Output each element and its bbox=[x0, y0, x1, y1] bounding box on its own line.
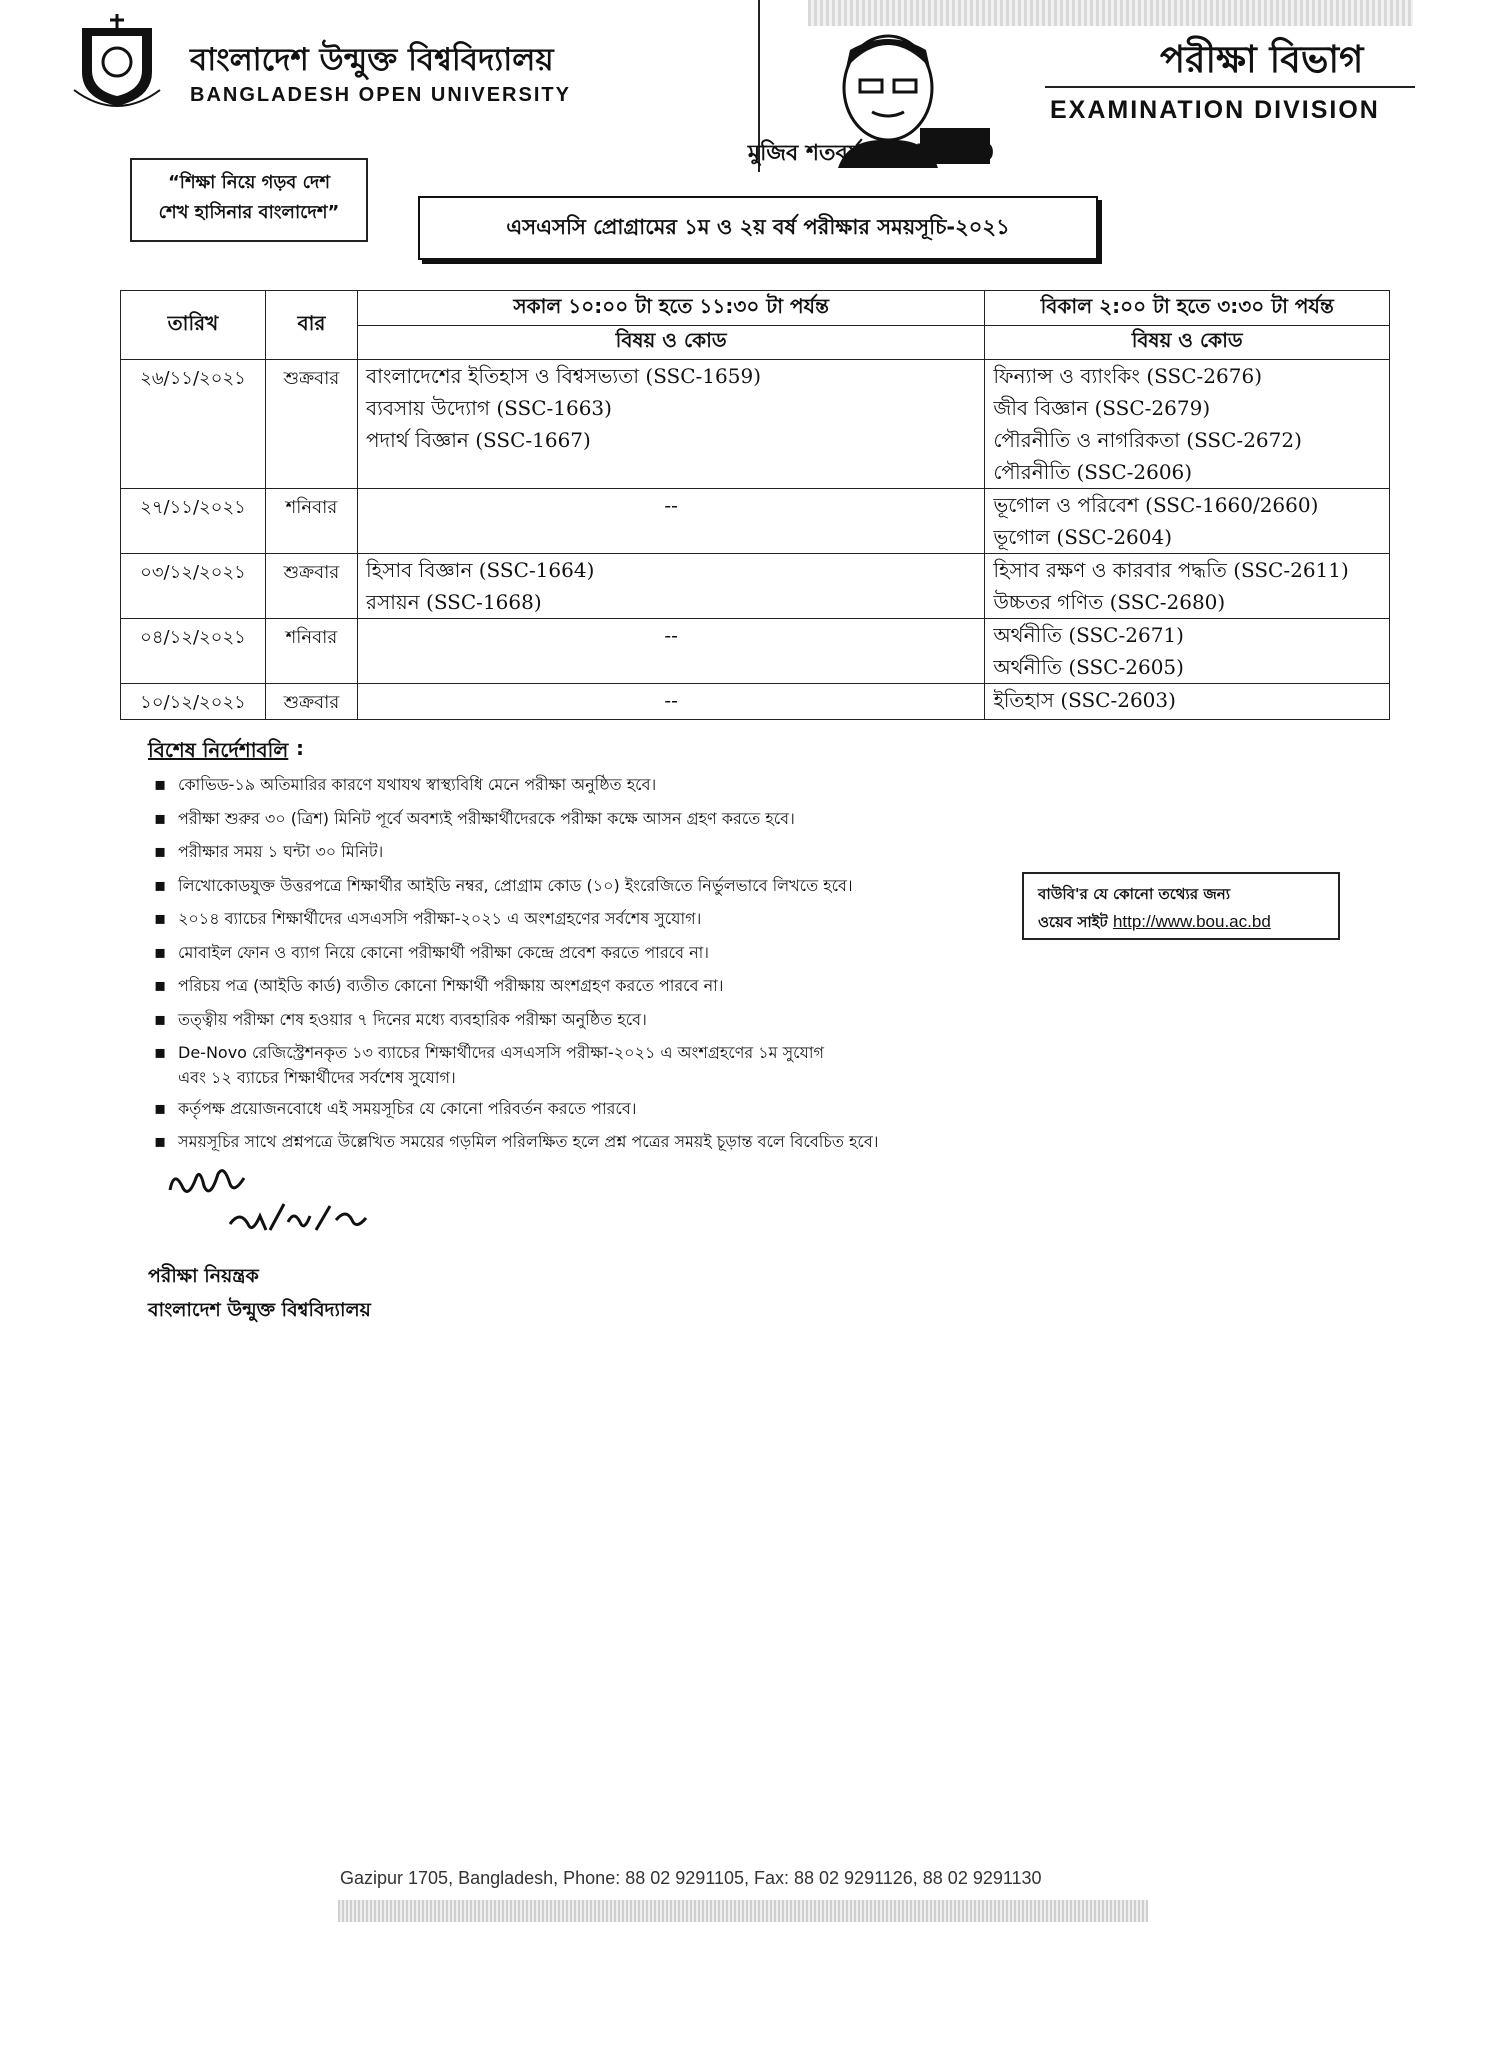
division-name-en: EXAMINATION DIVISION bbox=[1050, 96, 1380, 124]
header-afternoon-slot: বিকাল ২:০০ টা হতে ৩:৩০ টা পর্যন্ত bbox=[985, 291, 1390, 326]
instructions-heading-colon: : bbox=[296, 736, 304, 760]
subject-entry: অর্থনীতি (SSC-2605) bbox=[993, 655, 1184, 679]
header-date: তারিখ bbox=[121, 291, 266, 360]
signatory-university: বাংলাদেশ উন্মুক্ত বিশ্ববিদ্যালয় bbox=[148, 1299, 371, 1321]
header-subject-code-afternoon: বিষয় ও কোড bbox=[985, 326, 1390, 360]
university-name-en: BANGLADESH OPEN UNIVERSITY bbox=[190, 84, 571, 106]
row-day: শুক্রবার bbox=[265, 360, 357, 489]
row-date: ০৩/১২/২০২১ bbox=[121, 554, 266, 619]
table-row bbox=[121, 554, 1390, 619]
signatory-title: পরীক্ষা নিয়ন্ত্রক bbox=[148, 1265, 259, 1287]
table-row bbox=[121, 489, 1390, 554]
info-box-website-row bbox=[1038, 908, 1324, 936]
row-date: ২৭/১১/২০২১ bbox=[121, 489, 266, 554]
subject-entry: অর্থনীতি (SSC-2671) bbox=[993, 623, 1184, 647]
subject-entry: বাংলাদেশের ইতিহাস ও বিশ্বসভ্যতা (SSC-1659) bbox=[365, 364, 762, 388]
list-item: ▪ কোভিড-১৯ অতিমারির কারণে যথাযথ স্বাস্থ্যবিধি মেনে পরীক্ষা অনুষ্ঠিত হবে। bbox=[150, 768, 1010, 802]
afternoon-subjects bbox=[985, 360, 1390, 489]
subject-entry: পৌরনীতি (SSC-2606) bbox=[993, 460, 1193, 484]
morning-subjects: -- bbox=[357, 684, 984, 720]
header-subject-code-morning: বিষয় ও কোড bbox=[357, 326, 984, 360]
subject-entry: ব্যবসায় উদ্যোগ (SSC-1663) bbox=[365, 396, 612, 420]
afternoon-subjects bbox=[985, 684, 1390, 720]
list-item: ▪ পরিচয় পত্র (আইডি কার্ড) ব্যতীত কোনো শিক্ষার্থী পরীক্ষায় অংশগ্রহণ করতে পারবে না। bbox=[150, 969, 1010, 1003]
university-name-bn: বাংলাদেশ উন্মুক্ত বিশ্ববিদ্যালয় bbox=[190, 42, 554, 78]
list-item: ▪ ২০১৪ ব্যাচের শিক্ষার্থীদের এসএসসি পরীক্ষা-২০২১ এ অংশগ্রহণের সর্বশেষ সুযোগ। bbox=[150, 902, 1010, 936]
subject-entry: ভূগোল ও পরিবেশ (SSC-1660/2660) bbox=[993, 493, 1319, 517]
denovo-line-1: De-Novo রেজিস্ট্রেশনকৃত ১৩ ব্যাচের শিক্ষার্থীদের এসএসসি পরীক্ষা-২০২১ এ অংশগ্রহণের ১ম সুযোগ bbox=[178, 1043, 824, 1062]
subject-entry: উচ্চতর গণিত (SSC-2680) bbox=[993, 590, 1226, 614]
afternoon-subjects bbox=[985, 489, 1390, 554]
division-name-bn: পরীক্ষা বিভাগ bbox=[1160, 38, 1364, 81]
schedule-title: এসএসসি প্রোগ্রামের ১ম ও ২য় বর্ষ পরীক্ষার সময়সূচি-২০২১ bbox=[418, 196, 1098, 260]
row-date: ২৬/১১/২০২১ bbox=[121, 360, 266, 489]
instructions-heading: বিশেষ নির্দেশাবলি bbox=[148, 738, 289, 762]
morning-subjects bbox=[357, 554, 984, 619]
subject-entry: পদার্থ বিজ্ঞান (SSC-1667) bbox=[365, 428, 591, 452]
row-day: শনিবার bbox=[265, 489, 357, 554]
footer-address: Gazipur 1705, Bangladesh, Phone: 88 02 9291105, Fax: 88 02 9291126, 88 02 9291130 bbox=[340, 1868, 1042, 1888]
instructions-list bbox=[150, 768, 1010, 1159]
list-item: ▪ লিখোকোডযুক্ত উত্তরপত্রে শিক্ষার্থীর আইডি নম্বর, প্রোগ্রাম কোড (১০) ইংরেজিতে নির্ভুলভাবে লিখতে হবে। bbox=[150, 869, 1010, 903]
info-box-line: বাউবি'র যে কোনো তথ্যের জন্য bbox=[1038, 885, 1231, 903]
footer-scan-band bbox=[338, 1900, 1148, 1922]
denovo-line-2: এবং ১২ ব্যাচের শিক্ষার্থীদের সর্বশেষ সুযোগ। bbox=[178, 1067, 456, 1087]
subject-entry: রসায়ন (SSC-1668) bbox=[365, 590, 542, 614]
subject-entry: হিসাব রক্ষণ ও কারবার পদ্ধতি (SSC-2611) bbox=[993, 558, 1349, 582]
slogan-box bbox=[130, 158, 368, 242]
subject-entry: হিসাব বিজ্ঞান (SSC-1664) bbox=[365, 558, 595, 582]
website-link[interactable]: http://www.bou.ac.bd bbox=[1112, 912, 1271, 931]
university-logo bbox=[72, 10, 162, 114]
morning-subjects: -- bbox=[357, 489, 984, 554]
info-box bbox=[1022, 872, 1340, 940]
list-item: ▪ মোবাইল ফোন ও ব্যাগ নিয়ে কোনো পরীক্ষার্থী পরীক্ষা কেন্দ্রে প্রবেশ করতে পারবে না। bbox=[150, 936, 1010, 970]
afternoon-subjects bbox=[985, 619, 1390, 684]
subject-entry: পৌরনীতি ও নাগরিকতা (SSC-2672) bbox=[993, 428, 1302, 452]
slogan-line-2: শেখ হাসিনার বাংলাদেশ” bbox=[158, 202, 340, 223]
morning-subjects bbox=[357, 360, 984, 489]
afternoon-subjects bbox=[985, 554, 1390, 619]
subject-entry: ভূগোল (SSC-2604) bbox=[993, 525, 1173, 549]
row-date: ১০/১২/২০২১ bbox=[121, 684, 266, 720]
list-item: ▪ সময়সূচির সাথে প্রশ্নপত্রে উল্লেখিত সময়ের গড়মিল পরিলক্ষিত হলে প্রশ্ন পত্রের সময়ই চূড়ান্ত বলে বিবেচিত হবে। bbox=[150, 1125, 1010, 1159]
mujib-100-logo-text: মুজিব শতবর্ষ MUJIB 100 bbox=[747, 141, 994, 166]
list-item: ▪ কর্তৃপক্ষ প্রয়োজনবোধে এই সময়সূচির যে কোনো পরিবর্তন করতে পারবে। bbox=[150, 1092, 1010, 1126]
subject-entry: জীব বিজ্ঞান (SSC-2679) bbox=[993, 396, 1211, 420]
table-row bbox=[121, 360, 1390, 489]
header-morning-slot: সকাল ১০:০০ টা হতে ১১:৩০ টা পর্যন্ত bbox=[357, 291, 984, 326]
table-row bbox=[121, 619, 1390, 684]
table-row bbox=[121, 684, 1390, 720]
controller-signature bbox=[160, 1160, 390, 1260]
subject-entry: ফিন্যান্স ও ব্যাংকিং (SSC-2676) bbox=[993, 364, 1262, 388]
list-item bbox=[150, 1036, 1010, 1092]
list-item: ▪ পরীক্ষা শুরুর ৩০ (ত্রিশ) মিনিট পূর্বে অবশ্যই পরীক্ষার্থীদেরকে পরীক্ষা কক্ষে আসন গ্রহণ করতে হবে। bbox=[150, 802, 1010, 836]
division-underline bbox=[1045, 86, 1415, 88]
row-date: ০৪/১২/২০২১ bbox=[121, 619, 266, 684]
website-label: ওয়েব সাইট bbox=[1038, 913, 1108, 931]
slogan-line-1: “শিক্ষা নিয়ে গড়ব দেশ bbox=[167, 172, 331, 193]
row-day: শুক্রবার bbox=[265, 684, 357, 720]
header-day: বার bbox=[265, 291, 357, 360]
list-item: ▪ তত্ত্বীয় পরীক্ষা শেষ হওয়ার ৭ দিনের মধ্যে ব্যবহারিক পরীক্ষা অনুষ্ঠিত হবে। bbox=[150, 1003, 1010, 1037]
header-scan-band bbox=[808, 0, 1413, 26]
exam-schedule-table bbox=[120, 290, 1390, 720]
row-day: শনিবার bbox=[265, 619, 357, 684]
row-day: শুক্রবার bbox=[265, 554, 357, 619]
list-item: ▪ পরীক্ষার সময় ১ ঘন্টা ৩০ মিনিট। bbox=[150, 835, 1010, 869]
morning-subjects: -- bbox=[357, 619, 984, 684]
mujib-100-logo bbox=[747, 28, 1018, 168]
subject-entry: ইতিহাস (SSC-2603) bbox=[993, 688, 1176, 712]
